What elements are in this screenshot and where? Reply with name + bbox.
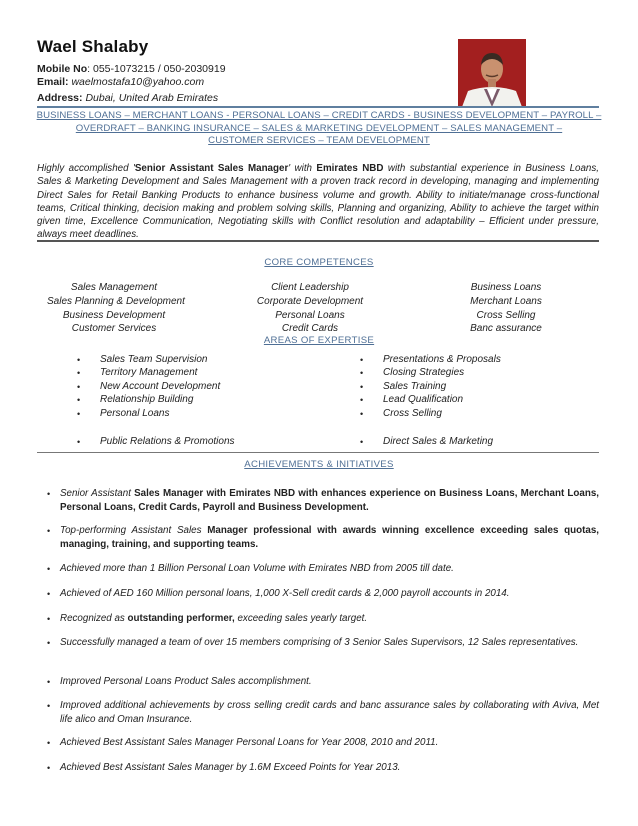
bullet-icon: •	[360, 355, 364, 365]
achievement-item: • Top-performing Assistant Sales Manager professional with awards winning excellence exceeding sales quotas, managing, training, and supporting teams.	[47, 525, 599, 550]
header-divider	[37, 106, 599, 108]
achievement-item: • Senior Assistant Sales Manager with Emirates NBD with enhances experience on Business Loans, Merchant Loans, Personal Loans, Credit Cards, Payroll and Business Development.	[47, 488, 599, 513]
achievements-title: ACHIEVEMENTS & INITIATIVES	[244, 459, 394, 470]
summary-text-1: Highly accomplished '	[37, 163, 135, 174]
achievement-item: • Achieved more than 1 Billion Personal Loan Volume with Emirates NBD from 2005 till date.	[47, 563, 454, 574]
address-line	[37, 92, 218, 105]
expertise-item: • Sales Team Supervision	[77, 354, 208, 365]
expertise-item: • Relationship Building	[77, 394, 194, 406]
summary-text-3: with substantial experience in Business Loans, Sales & Marketing Development and Sales Management with a proven track record in developing, managing and implementing Direct Sales for Retail Banking Products to enhance business volume and growth. Ability to initiate/manage cross-functional teams, Critical thinking, decision making and problem solving skills, Planning and organizing, Ability to achieve the target within given time, Excellence Communication, Negotiating skills with Conflict resolution and adaptability – Efficient under pressure, always meet deadlines.	[37, 163, 600, 241]
expertise-item: • Closing Strategies	[360, 367, 465, 379]
core-competences-title: CORE COMPETENCES	[264, 257, 374, 268]
competences-column-3	[456, 281, 556, 336]
competence-item: Corporate Development	[256, 295, 364, 307]
bullet-icon: •	[47, 677, 51, 687]
bullet-icon: •	[47, 638, 51, 648]
competence-item: Customer Services	[71, 323, 157, 335]
expertise-list-left	[77, 353, 220, 420]
expertise-item: • Cross Selling	[360, 407, 442, 419]
keywords-line-1: BUSINESS LOANS – MERCHANT LOANS - PERSONAL LOANS – CREDIT CARDS - BUSINESS DEVELOPMENT – PAYROLL –	[36, 110, 602, 121]
areas-of-expertise-title: AREAS OF EXPERTISE	[263, 335, 375, 346]
competence-item: Merchant Loans	[470, 295, 542, 307]
bullet-icon: •	[77, 368, 81, 379]
competence-item: Cross Selling	[476, 309, 536, 321]
summary-divider	[37, 240, 599, 242]
keywords-line-2: OVERDRAFT – BANKING INSURANCE – SALES & MARKETING DEVELOPMENT – SALES MANAGEMENT –	[75, 122, 563, 134]
achievement-item: • Recognized as outstanding performer, exceeding sales yearly target.	[47, 613, 368, 624]
summary-title: Senior Assistant Sales Manager	[134, 163, 289, 174]
summary-text-2: ' with	[288, 163, 317, 174]
keywords-line-3: CUSTOMER SERVICES – TEAM DEVELOPMENT	[208, 135, 430, 146]
bullet-icon: •	[77, 408, 81, 419]
bullet-icon: •	[47, 589, 51, 599]
competence-item: Sales Planning & Development	[47, 295, 185, 307]
bullet-icon: •	[77, 437, 81, 447]
candidate-name: Wael Shalaby	[37, 37, 149, 56]
email-value[interactable]: waelmostafa10@yahoo.com	[71, 76, 205, 88]
profile-photo	[458, 39, 526, 107]
bullet-icon: •	[47, 489, 51, 499]
bullet-icon: •	[77, 355, 81, 365]
profile-summary	[37, 162, 599, 242]
achievement-item: • Improved additional achievements by cross selling credit cards and banc assurance sales by collaborating with Aviva, Met life alico and Oman Insurance.	[47, 700, 599, 725]
email-label: Email:	[37, 76, 69, 88]
expertise-item: • Territory Management	[77, 367, 198, 379]
summary-employer: Emirates NBD	[316, 163, 384, 174]
bullet-icon: •	[360, 381, 364, 392]
bullet-icon: •	[47, 701, 51, 711]
bullet-icon: •	[47, 614, 51, 624]
address-label: Address:	[37, 92, 83, 104]
bullet-icon: •	[360, 395, 364, 406]
bullet-icon: •	[77, 381, 81, 392]
expertise-item: • Sales Training	[360, 380, 447, 392]
competence-item: Credit Cards	[281, 323, 339, 335]
competence-item: Client Leadership	[271, 282, 349, 293]
expertise-list-right-extra	[360, 435, 493, 448]
email-line	[37, 76, 204, 89]
competence-item: Business Loans	[470, 282, 542, 293]
keywords-block	[30, 110, 608, 148]
competence-item: Sales Management	[70, 282, 158, 293]
mobile-value: : 055-1073215 / 050-2030919	[87, 63, 226, 75]
competence-item: Business Development	[62, 309, 166, 321]
expertise-divider	[37, 452, 599, 453]
expertise-list-right	[360, 353, 501, 420]
expertise-item: • Personal Loans	[77, 407, 170, 419]
achievement-item: • Successfully managed a team of over 15 members comprising of 3 Senior Sales Supervisors, 12 Sales representatives.	[47, 637, 579, 648]
bullet-icon: •	[77, 395, 81, 406]
achievement-item: • Achieved Best Assistant Sales Manager by 1.6M Exceed Points for Year 2013.	[47, 762, 401, 773]
expertise-item: • New Account Development	[77, 380, 221, 392]
competences-column-2	[240, 281, 380, 336]
competence-item: Banc assurance	[470, 323, 542, 335]
expertise-item: • Presentations & Proposals	[360, 354, 501, 365]
expertise-item: • Lead Qualification	[360, 394, 464, 406]
bullet-icon: •	[360, 408, 364, 419]
portrait-image	[458, 39, 526, 107]
bullet-icon: •	[47, 564, 51, 574]
bullet-icon: •	[360, 437, 364, 447]
achievement-item: • Achieved of AED 160 Million personal loans, 1,000 X-Sell credit cards & 2,000 payroll accounts in 2014.	[47, 588, 510, 599]
expertise-item: • Direct Sales & Marketing	[360, 436, 494, 447]
mobile-line	[37, 63, 226, 76]
expertise-item: • Public Relations & Promotions	[77, 436, 235, 447]
competences-column-1	[47, 281, 185, 336]
expertise-list-left-extra	[77, 435, 235, 448]
mobile-label: Mobile No	[37, 63, 88, 75]
bullet-icon: •	[47, 763, 51, 773]
address-value: Dubai, United Arab Emirates	[85, 92, 219, 104]
bullet-icon: •	[47, 526, 51, 536]
achievement-item: • Improved Personal Loans Product Sales accomplishment.	[47, 676, 312, 687]
bullet-icon: •	[360, 368, 364, 379]
competence-item: Personal Loans	[275, 309, 345, 321]
achievement-item: • Achieved Best Assistant Sales Manager Personal Loans for Year 2008, 2010 and 2011.	[47, 737, 439, 748]
bullet-icon: •	[47, 738, 51, 748]
